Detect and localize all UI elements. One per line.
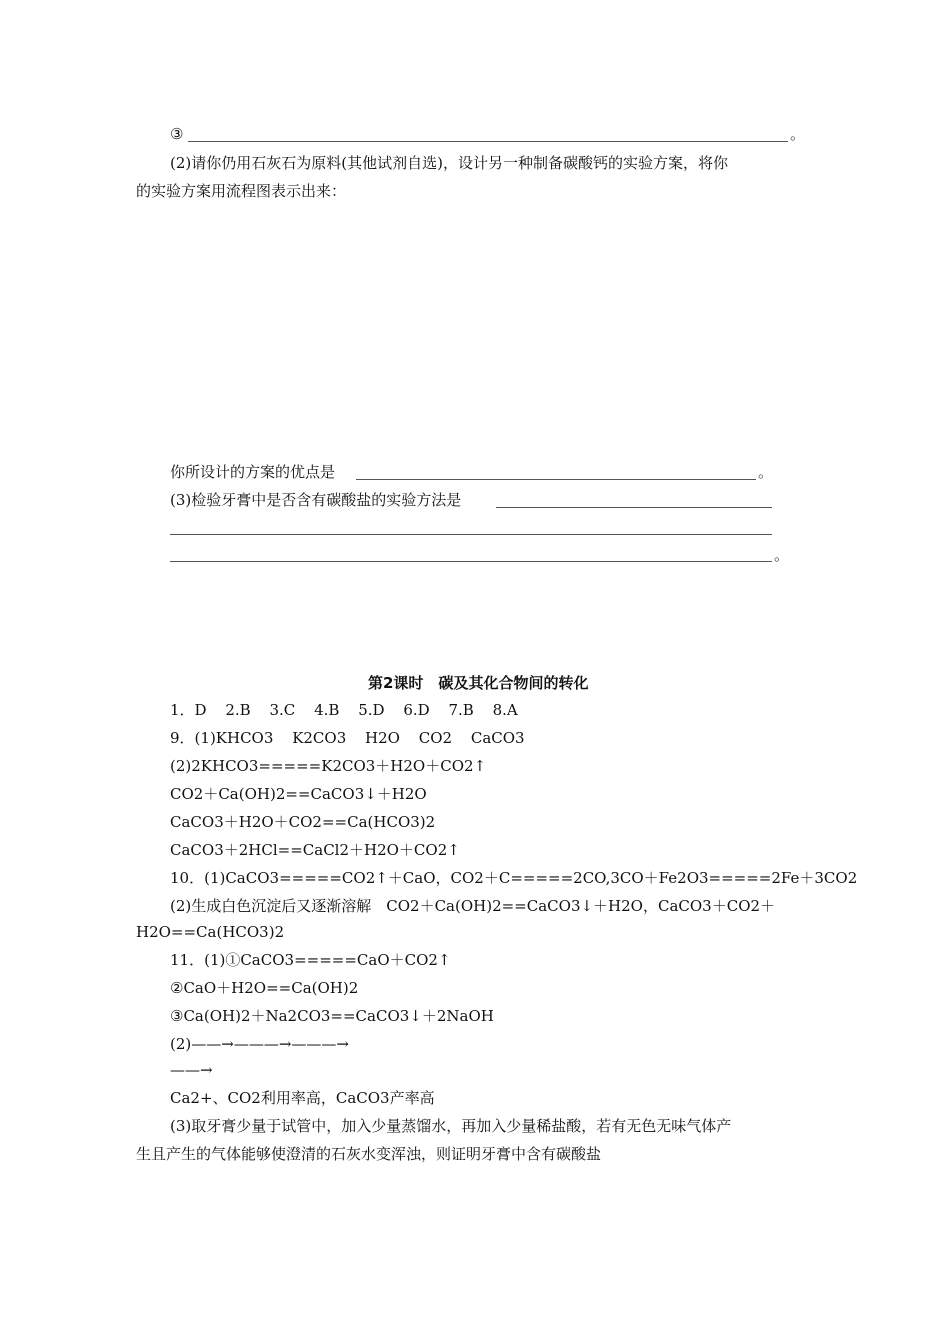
- mc-answer: 8.A: [492, 701, 518, 719]
- q11-part3-line1: (3)取牙膏少量于试管中，加入少量蒸馏水，再加入少量稀盐酸，若有无色无味气体产: [170, 1117, 732, 1135]
- part3-label: (3)检验牙膏中是否含有碳酸盐的实验方法是: [170, 491, 462, 509]
- q10-answer-2-cont: H2O==Ca(HCO3)2: [136, 923, 285, 941]
- q9-equation: (2)2KHCO3=====K2CO3＋H2O＋CO2↑: [170, 757, 487, 775]
- mc-answer: 7.B: [448, 701, 474, 719]
- q9-item: H2O: [365, 729, 400, 747]
- q9-item: CO2: [418, 729, 453, 747]
- q9-answer-1: [170, 728, 525, 748]
- advantage-blank-line[interactable]: [356, 479, 756, 480]
- part2-text-line1: (2)请你仍用石灰石为原料(其他试剂自选)，设计另一种制备碳酸钙的实验方案，将你: [170, 154, 728, 172]
- q10-answer-1: 10．(1)CaCO3=====CO2↑＋CaO，CO2＋C=====2CO,3CO＋Fe2O3=====2Fe＋3CO2: [170, 869, 858, 887]
- part3-blank-line[interactable]: [496, 507, 772, 508]
- q10-answer-2: (2)生成白色沉淀后又逐渐溶解 CO2＋Ca(OH)2==CaCO3↓＋H2O，CaCO3＋CO2＋: [170, 897, 776, 915]
- advantage-label: 你所设计的方案的优点是: [170, 463, 336, 481]
- q11-flowchart-row1: (2)——→———→———→: [170, 1035, 349, 1053]
- part3-blank-line[interactable]: [170, 561, 772, 562]
- q9-equation: CO2＋Ca(OH)2==CaCO3↓＋H2O: [170, 785, 427, 803]
- q9-item: KHCO3: [215, 729, 274, 747]
- q3-marker: ③: [170, 125, 184, 143]
- mc-answer: 3.C: [269, 701, 296, 719]
- mc-answers: [170, 700, 518, 720]
- end-period: 。: [790, 125, 806, 143]
- q11-answer-2: ②CaO＋H2O==Ca(OH)2: [170, 979, 359, 997]
- section-title: 第2课时 碳及其化合物间的转化: [368, 674, 589, 692]
- q11-answer-3: ③Ca(OH)2＋Na2CO3==CaCO3↓＋2NaOH: [170, 1007, 494, 1025]
- end-period: 。: [758, 463, 774, 481]
- mc-answer: 5.D: [358, 701, 385, 719]
- q11-answer-1: 11．(1)①CaCO3=====CaO＋CO2↑: [170, 951, 451, 969]
- mc-answer: 6.D: [403, 701, 430, 719]
- q9-equation: CaCO3＋H2O＋CO2==Ca(HCO3)2: [170, 813, 436, 831]
- mc-answer: 1．D: [170, 701, 207, 719]
- q11-advantage: Ca2+、CO2利用率高，CaCO3产率高: [170, 1089, 435, 1107]
- q11-part3-line2: 生且产生的气体能够使澄清的石灰水变浑浊，则证明牙膏中含有碳酸盐: [136, 1145, 602, 1163]
- mc-answer: 4.B: [314, 701, 340, 719]
- q9-item: CaCO3: [470, 729, 525, 747]
- q11-flowchart-row2: ——→: [170, 1061, 213, 1079]
- end-period: 。: [774, 546, 790, 564]
- q9-equation: CaCO3＋2HCl==CaCl2＋H2O＋CO2↑: [170, 841, 460, 859]
- part2-text-line2: 的实验方案用流程图表示出来：: [136, 182, 347, 200]
- part3-blank-line[interactable]: [170, 534, 772, 535]
- q9-item: K2CO3: [292, 729, 347, 747]
- answer-blank-line[interactable]: [188, 141, 788, 142]
- q9-label: 9．(1): [170, 729, 216, 747]
- mc-answer: 2.B: [225, 701, 251, 719]
